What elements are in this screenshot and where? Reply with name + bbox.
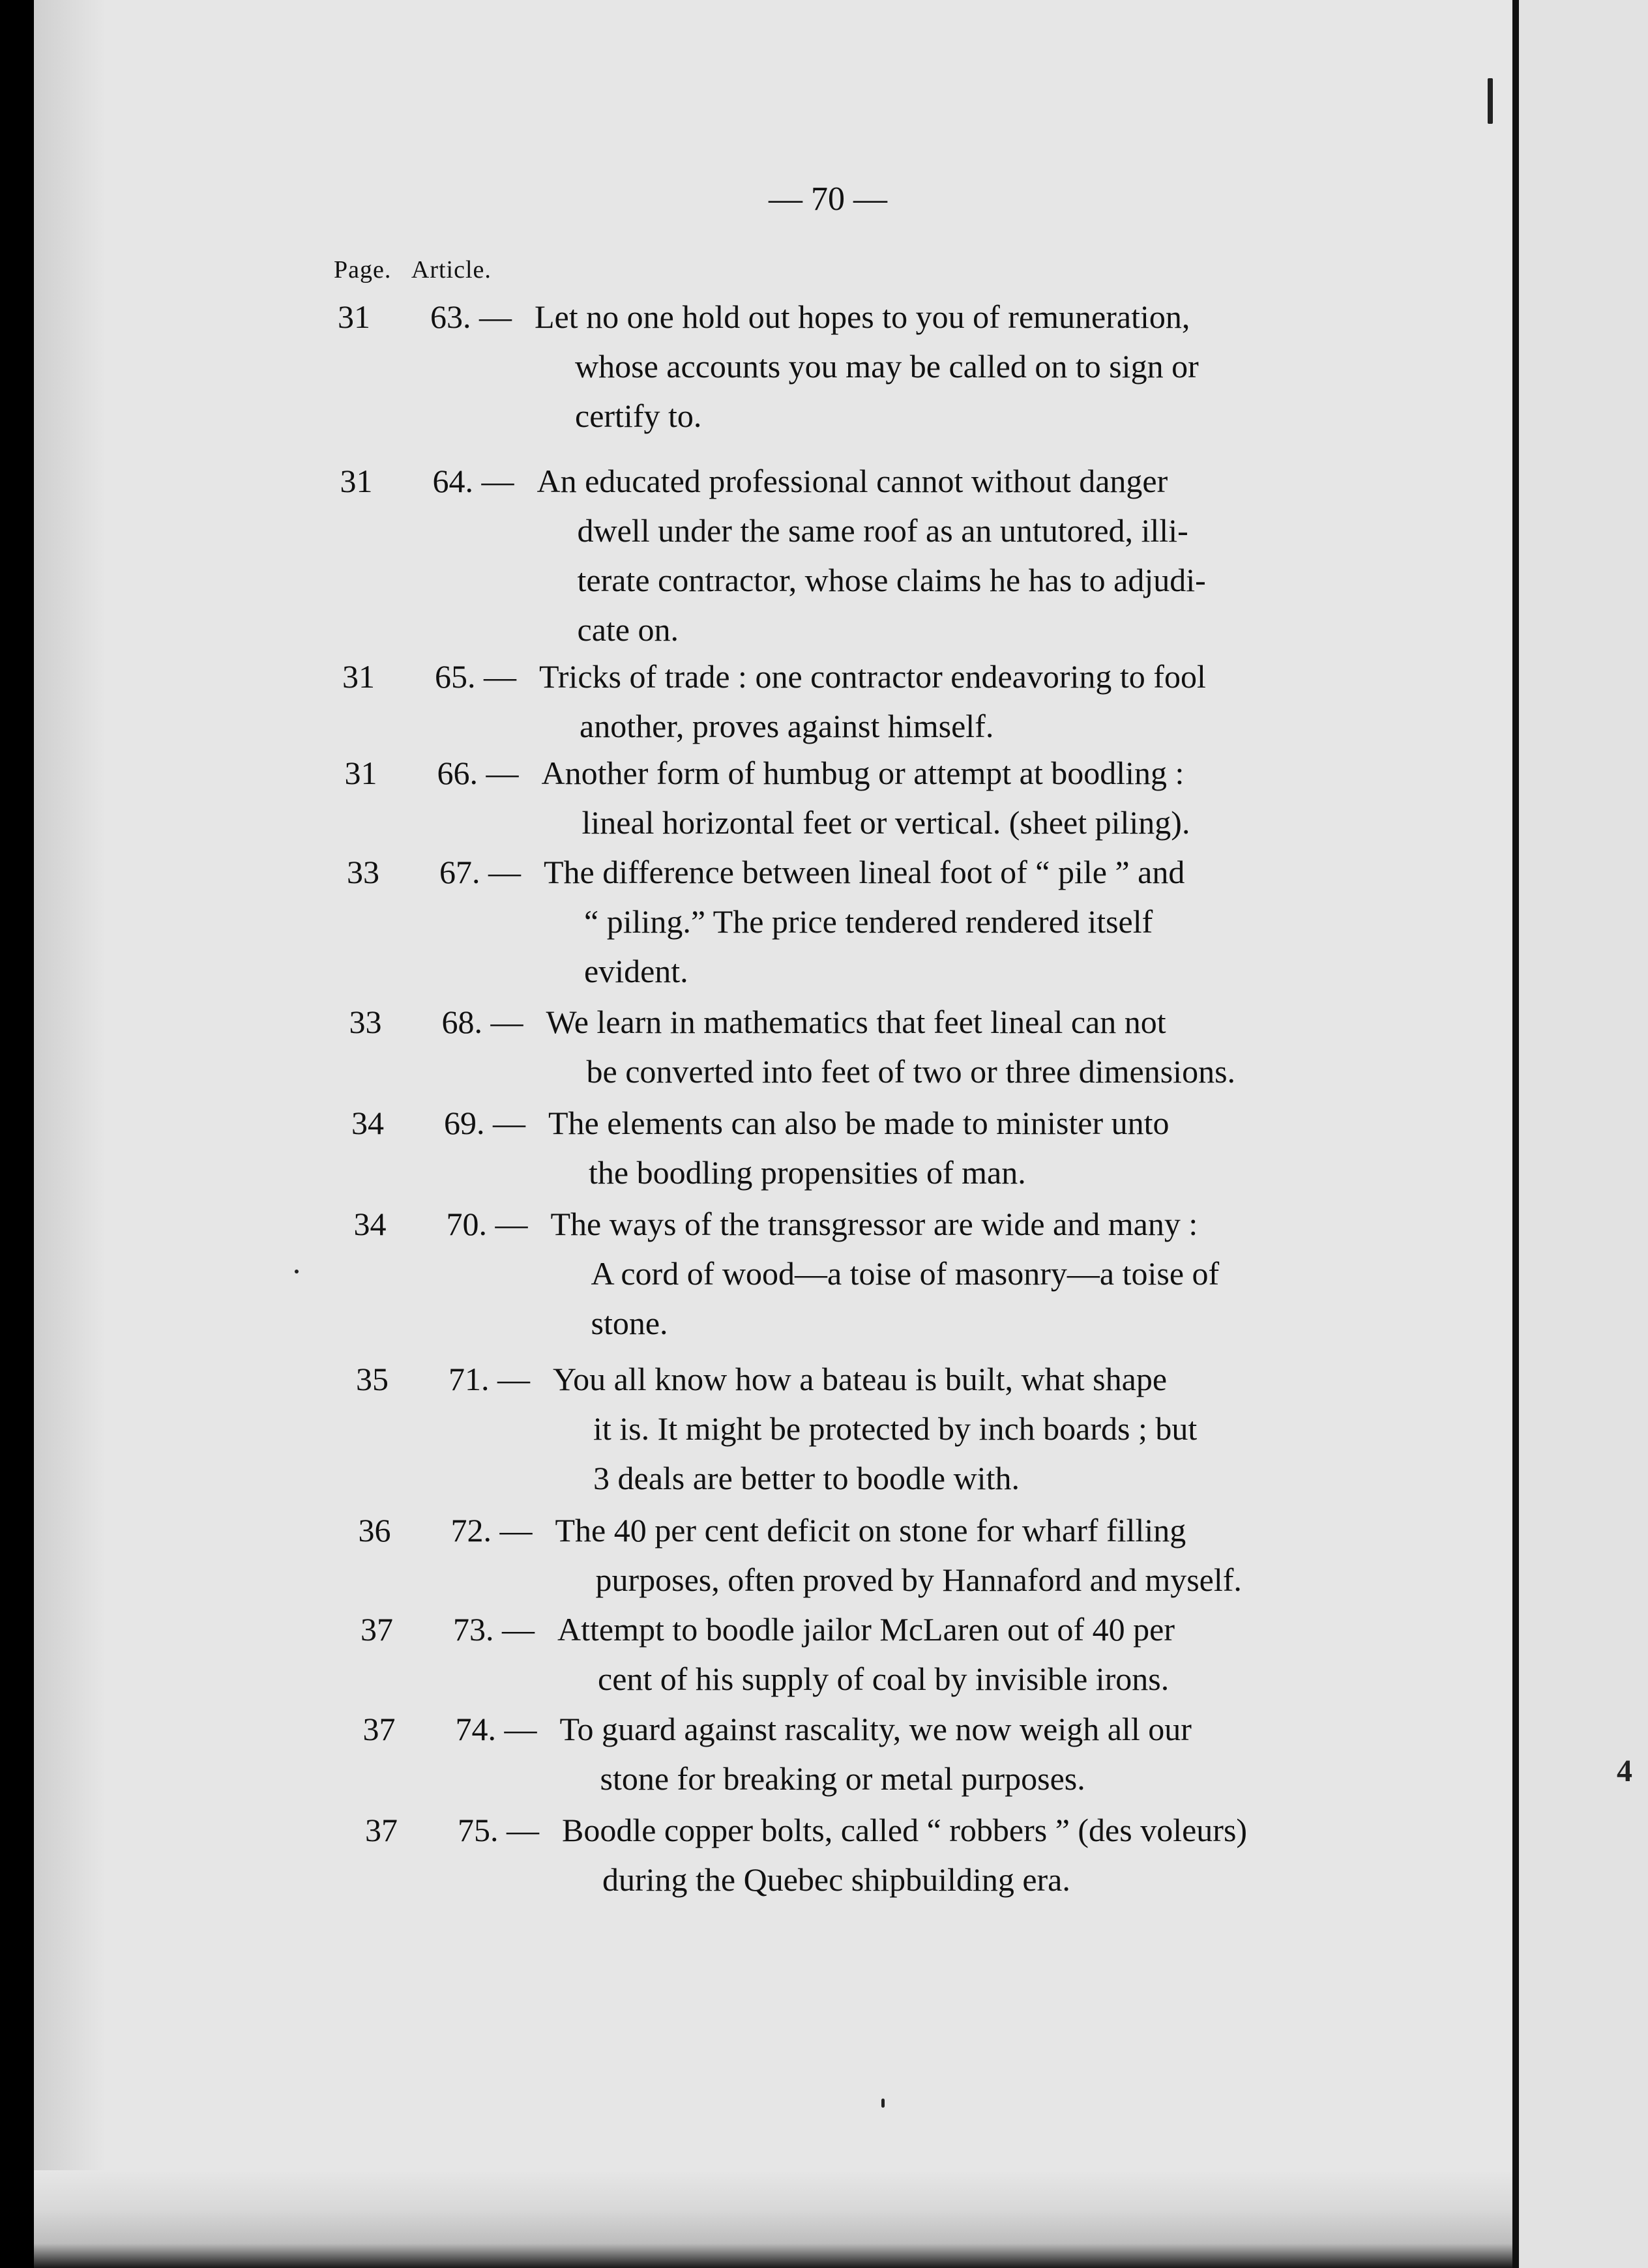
scan-mark xyxy=(1488,78,1493,124)
entry-text-line: We learn in mathematics that feet lineal can not xyxy=(546,1004,1166,1040)
entry-article-number: 68. — xyxy=(441,1004,523,1040)
entry-page-ref: 33 xyxy=(347,854,379,890)
entry-page-ref: 37 xyxy=(365,1812,398,1848)
entry-article-number: 64. — xyxy=(432,463,514,499)
scan-speck xyxy=(881,2099,885,2108)
entry-page-ref: 37 xyxy=(362,1711,396,1747)
entry-text-line: Let no one hold out hopes to you of remuneration, xyxy=(535,298,1190,335)
entry-text-line: during the Quebec shipbuilding era. xyxy=(602,1861,1070,1898)
entry-text-line: evident. xyxy=(584,953,688,989)
entry-text-line: A cord of wood—a toise of masonry—a toise of xyxy=(591,1255,1220,1292)
adjacent-page xyxy=(1519,0,1648,2268)
entry-text-line: whose accounts you may be called on to sign or xyxy=(575,348,1199,385)
page-fold-shadow xyxy=(34,0,106,2268)
entry-text-line: purposes, often proved by Hannaford and myself. xyxy=(595,1562,1242,1598)
entry-text-line: cate on. xyxy=(577,611,679,648)
entry-text-line: Boodle copper bolts, called “ robbers ” (des voleurs) xyxy=(562,1812,1248,1848)
entry-page-ref: 33 xyxy=(349,1004,382,1040)
book-gutter xyxy=(1512,0,1519,2268)
entry-page-ref: 37 xyxy=(360,1611,393,1648)
entry-text-line: stone for breaking or metal purposes. xyxy=(600,1760,1085,1797)
entry-text-line: Tricks of trade : one contractor endeavoring to fool xyxy=(539,658,1206,695)
entry-text-line: it is. It might be protected by inch boards ; but xyxy=(593,1410,1198,1447)
entry-page-ref: 31 xyxy=(340,463,373,499)
entry-page-ref: 31 xyxy=(342,658,375,695)
article-column-header: Article. xyxy=(411,256,492,284)
entry-text-line: The elements can also be made to minister unto xyxy=(548,1105,1170,1141)
entry-text-line: lineal horizontal feet or vertical. (sheet piling). xyxy=(581,804,1190,841)
entry-text-line: cent of his supply of coal by invisible irons. xyxy=(598,1661,1170,1697)
entry-text-line: the boodling propensities of man. xyxy=(589,1154,1026,1191)
page-column-header: Page. xyxy=(334,256,392,284)
entry-text-line: dwell under the same roof as an untutored, illi- xyxy=(577,512,1188,549)
entry-article-number: 71. — xyxy=(449,1361,530,1397)
entry-text-line: To guard against rascality, we now weigh all our xyxy=(559,1711,1192,1747)
entry-text-line: The ways of the transgressor are wide and many : xyxy=(550,1206,1198,1242)
entry-page-ref: 34 xyxy=(351,1105,384,1141)
entry-text-line: You all know how a bateau is built, what shape xyxy=(553,1361,1168,1397)
column-headers xyxy=(334,255,505,284)
entry-article-number: 63. — xyxy=(430,298,512,335)
entry-article-number: 73. — xyxy=(453,1611,535,1648)
entry-article-number: 66. — xyxy=(437,755,519,791)
adjacent-page-fragment: 4 xyxy=(1617,1754,1632,1788)
entry-text-line: Attempt to boodle jailor McLaren out of 40 per xyxy=(557,1611,1175,1648)
page-number: — 70 — xyxy=(769,181,887,218)
entry-page-ref: 31 xyxy=(344,755,377,791)
entry-article-number: 69. — xyxy=(444,1105,525,1141)
entry-text-line: The 40 per cent deficit on stone for wharf filling xyxy=(555,1512,1186,1548)
entry-text-line: “ piling.” The price tendered rendered itself xyxy=(584,903,1153,940)
entry-text-line: be converted into feet of two or three dimensions. xyxy=(586,1053,1236,1090)
entry-page-ref: 36 xyxy=(358,1512,391,1548)
scan-speck xyxy=(295,1270,299,1273)
entry-article-number: 70. — xyxy=(446,1206,528,1242)
entry-article-number: 65. — xyxy=(435,658,516,695)
entry-article-number: 67. — xyxy=(439,854,521,890)
entry-page-ref: 31 xyxy=(338,298,370,335)
entry-text-line: certify to. xyxy=(575,398,702,434)
entry-text-line: stone. xyxy=(591,1305,668,1341)
entry-text-line: terate contractor, whose claims he has to adjudi- xyxy=(577,562,1206,598)
entry-text-line: another, proves against himself. xyxy=(580,708,994,744)
entry-text-line: The difference between lineal foot of “ pile ” and xyxy=(544,854,1185,890)
entry-text-line: Another form of humbug or attempt at boodling : xyxy=(541,755,1184,791)
page-bottom-edge xyxy=(34,2170,1515,2268)
entry-article-number: 74. — xyxy=(455,1711,537,1747)
entry-article-number: 72. — xyxy=(450,1512,533,1548)
entry-article-number: 75. — xyxy=(458,1812,539,1848)
entry-page-ref: 34 xyxy=(353,1206,387,1242)
entry-text-line: 3 deals are better to boodle with. xyxy=(593,1460,1020,1496)
entry-text-line: An educated professional cannot without danger xyxy=(537,463,1168,499)
entry-page-ref: 35 xyxy=(356,1361,389,1397)
scan-left-edge xyxy=(0,0,34,2268)
